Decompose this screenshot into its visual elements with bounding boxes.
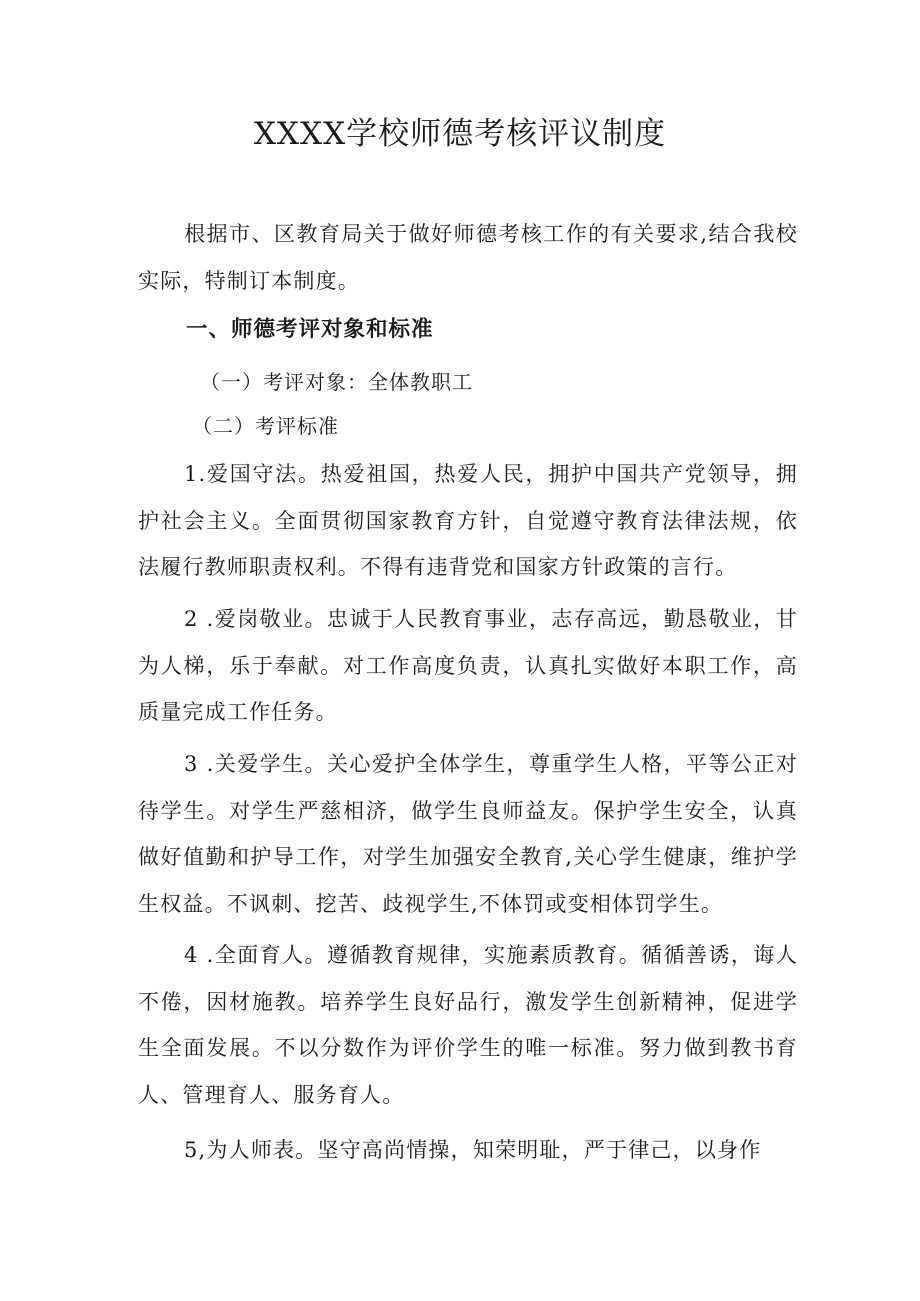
sub-heading-evaluation-standard: （二）考评标准 <box>192 414 339 438</box>
intro-paragraph <box>138 211 798 304</box>
standard-paragraph <box>138 1127 798 1174</box>
standard-paragraph <box>138 451 798 591</box>
standard-paragraph <box>138 932 798 1118</box>
standard-text: 4 .全面育人。遵循教育规律，实施素质教育。循循善诱，诲人不倦，因材施教。培养学生良好品行，激发学生创新精神，促进学生全面发展。不以分数作为评价学生的唯一标准。努力做到教书育人、管理育人、服务育人。 <box>138 943 798 1107</box>
standard-paragraph <box>138 741 798 927</box>
standard-text: 5,为人师表。坚守高尚情操，知荣明耻，严于律己，以身作 <box>184 1138 762 1162</box>
sub-heading-evaluation-target: （一）考评对象：全体教职工 <box>200 370 473 394</box>
standard-paragraph <box>138 596 798 736</box>
section-heading: 一、师德考评对象和标准 <box>186 317 434 342</box>
standard-text: 3 .关爱学生。关心爱护全体学生，尊重学生人格，平等公正对待学生。对学生严慈相济，做学生良师益友。保护学生安全，认真做好值勤和护导工作，对学生加强安全教育,关心学生健康，维护学生权益。不讽刺、挖苦、歧视学生,不体罚或变相体罚学生。 <box>138 752 798 916</box>
intro-text: 根据市、区教育局关于做好师德考核工作的有关要求,结合我校实际，特制订本制度。 <box>138 222 798 293</box>
standard-text: 2 .爱岗敬业。忠诚于人民教育事业，志存高远，勤恳敬业，甘为人梯，乐于奉献。对工作高度负责，认真扎实做好本职工作，高质量完成工作任务。 <box>138 607 798 724</box>
standard-text: 1.爱国守法。热爱祖国，热爱人民，拥护中国共产党领导，拥护社会主义。全面贯彻国家教育方针，自觉遵守教育法律法规，依法履行教师职责权利。不得有违背党和国家方针政策的言行。 <box>138 462 798 579</box>
document-title: XXXX学校师德考核评议制度 <box>253 116 667 152</box>
